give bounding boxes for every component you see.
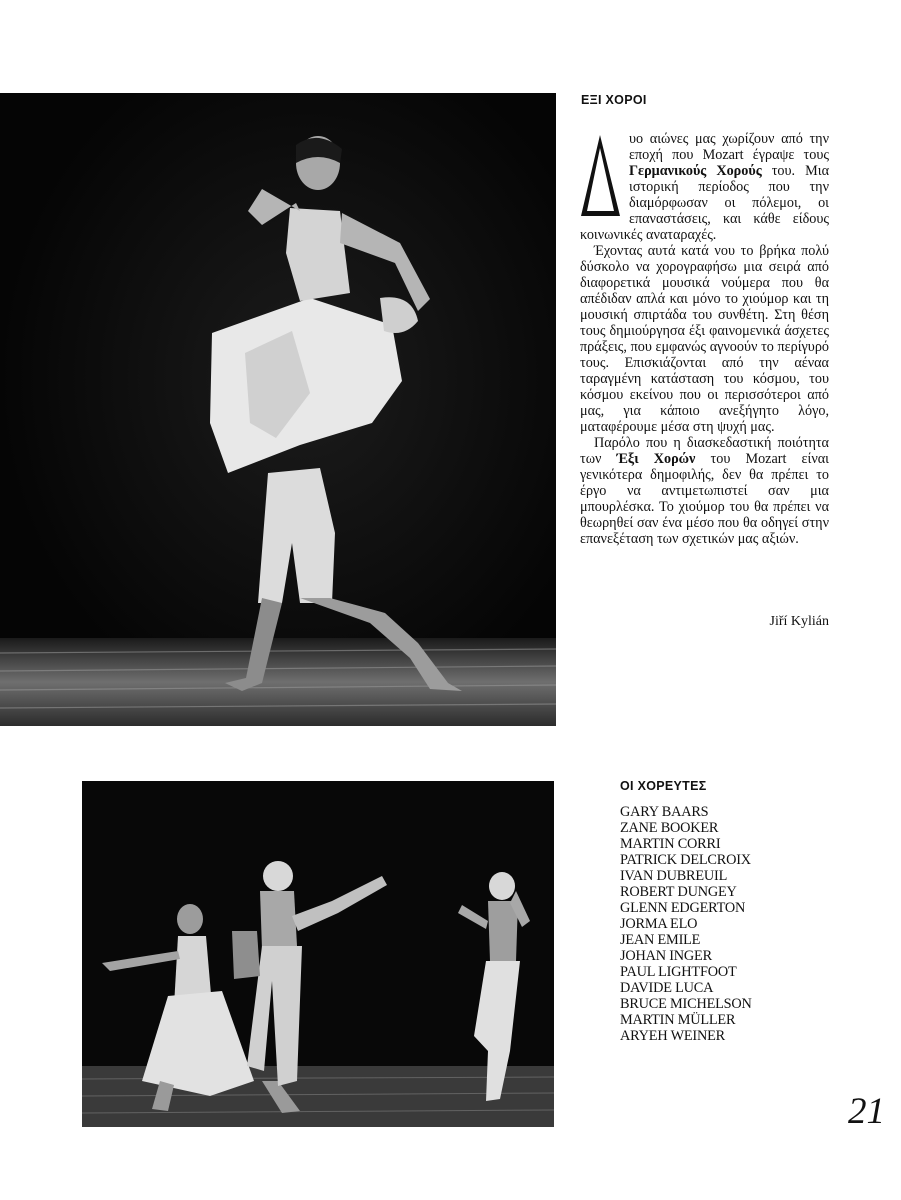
dancer-name: PATRICK DELCROIX — [620, 852, 751, 868]
dancer-name: GARY BAARS — [620, 804, 709, 820]
dancers-heading: ΟΙ ΧΟΡΕΥΤΕΣ — [620, 779, 707, 793]
article-paragraph-1: υο αιώνες μας χωρίζουν από την εποχή που Mozart έγραψε τους Γερμανικούς Χορούς του. Μια ιστορική περίοδος που την διαμόρφωσαν οι πόλεμοι, οι επαναστάσεις, και κάθε είδους κοινωνικές αναταραχές. — [580, 131, 829, 243]
bold-title: Γερμανικούς Χορούς — [629, 163, 762, 179]
article-paragraph-2: Έχοντας αυτά κατά νου το βρήκα πολύ δύσκολο να χορογραφήσω μια σειρά από διαφορετικά μουσικά νούμερα που θα απέδιδαν απλά και μόνο το χιούμορ και τη μουσική σπιρτάδα του συνθέτη. Στη θέση τους δημιούργησα έξι φαινομενικά άσχετες πράξεις, που εμφανώς αγνοούν το περίγυρό τους. Επισκιάζονται από την αέναα ταραγμένη κατάσταση του κόσμου, του κόσμου εκείνου που οι περισσότεροι από μας, για κάποιο ανεξήγητο λόγο, ματαφέρουμε μέσα στη ψυχή μας. — [580, 243, 829, 435]
dance-photo-group — [82, 781, 554, 1127]
dancer-name: ROBERT DUNGEY — [620, 884, 737, 900]
dancer-name: MARTIN CORRI — [620, 836, 721, 852]
author-signature: Jiří Kylián — [769, 614, 829, 629]
dancer-name: JORMA ELO — [620, 916, 698, 932]
dancers-list — [620, 804, 752, 1044]
dancer-name: DAVIDE LUCA — [620, 980, 714, 996]
dancer-name: IVAN DUBREUIL — [620, 868, 728, 884]
dancer-name: ZANE BOOKER — [620, 820, 719, 836]
dancer-name: ARYEH WEINER — [620, 1028, 725, 1044]
article-title: ΕΞΙ ΧΟΡΟΙ — [581, 93, 647, 107]
dropcap — [579, 132, 623, 220]
dancer-name: PAUL LIGHTFOOT — [620, 964, 737, 980]
dance-photo-lift — [0, 93, 556, 726]
bold-title: Έξι Χορών — [616, 451, 696, 467]
page-number: 21 — [848, 1091, 885, 1132]
dancer-name: JEAN EMILE — [620, 932, 701, 948]
dancer-name: GLENN EDGERTON — [620, 900, 746, 916]
article-paragraph-3: Παρόλο που η διασκεδαστική ποιότητα των Έξι Χορών του Mozart είναι γενικότερα δημοφιλής, δεν θα πρέπει το έργο να αντιμετωπιστεί σαν μια μπουρλέσκα. Το χιούμορ του θα πρέπει να θεωρηθεί σαν ένα μέσο που θα οδηγεί στην επανεξέταση των σχετικών μας αξιών. — [580, 435, 829, 547]
dancer-name: MARTIN MÜLLER — [620, 1012, 736, 1028]
article-body — [580, 131, 829, 547]
dancer-name: BRUCE MICHELSON — [620, 996, 752, 1012]
dancer-name: JOHAN INGER — [620, 948, 712, 964]
